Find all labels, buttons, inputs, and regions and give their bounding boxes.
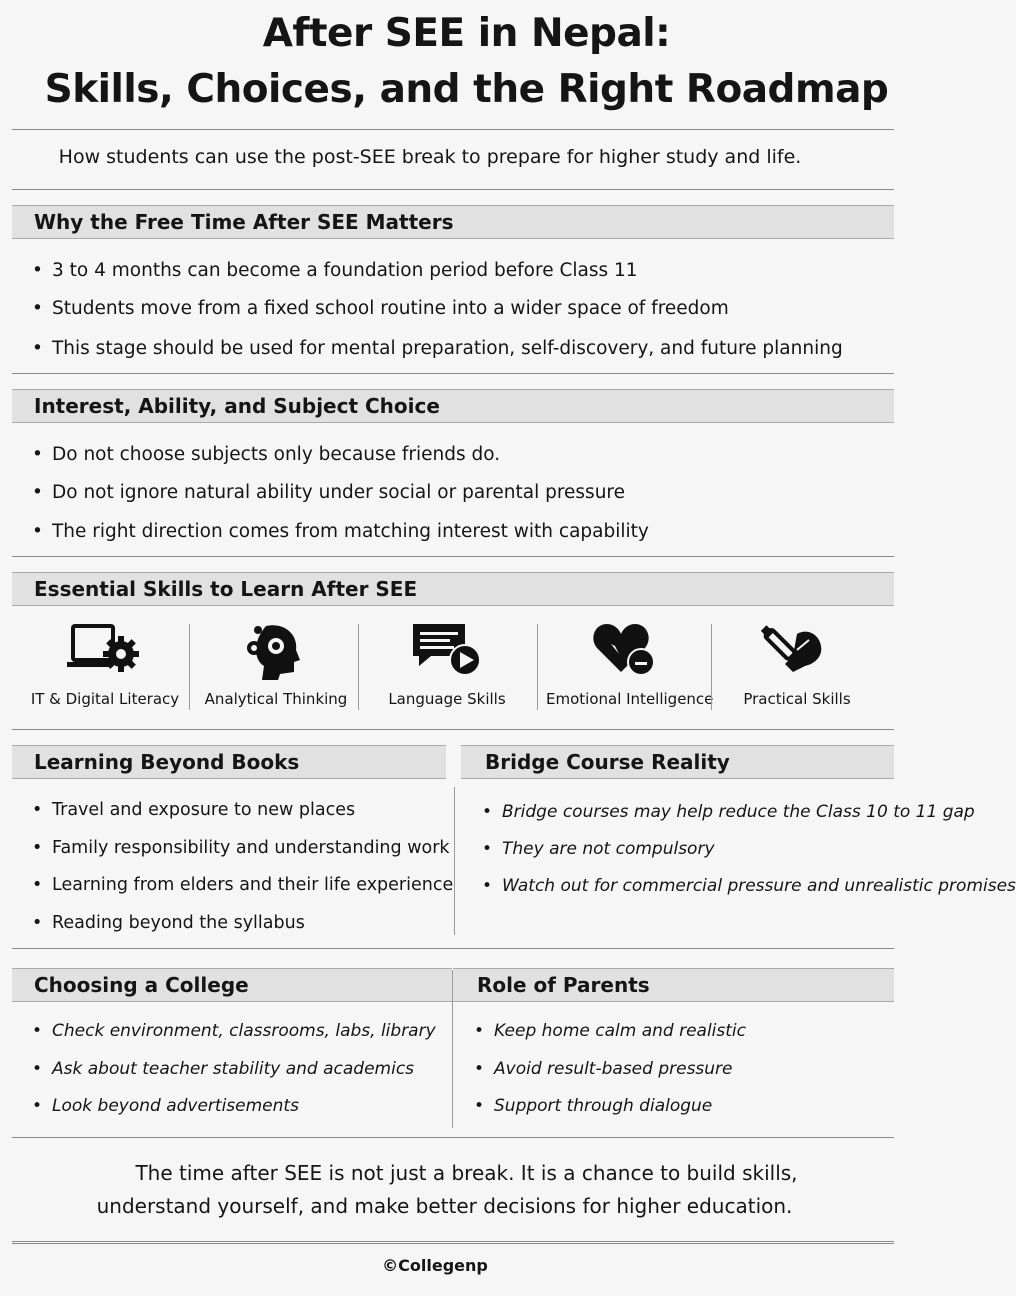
skill-practical-skills [722, 620, 872, 720]
heart-hands-icon [587, 620, 667, 680]
list-item: • Do not ignore natural ability under social or parental pressure [52, 481, 625, 505]
footer-copyright: ©Collegenp [382, 1256, 488, 1275]
list-item: • Watch out for commercial pressure and unrealistic promises [502, 874, 1016, 898]
closing-line-2: understand yourself, and make better decisions for higher education. [96, 1194, 793, 1218]
closing-line-1: The time after SEE is not just a break. It is a chance to build skills, [135, 1161, 798, 1185]
divider [12, 1241, 894, 1244]
skill-analytical-thinking [200, 620, 352, 720]
divider [12, 129, 894, 130]
skill-language-skills [370, 620, 524, 720]
list-item: • 3 to 4 months can become a foundation period before Class 11 [52, 259, 638, 283]
section-heading-skills: Essential Skills to Learn After SEE [12, 572, 894, 606]
list-item: • Avoid result-based pressure [494, 1057, 733, 1081]
list-item: • Check environment, classrooms, labs, library [52, 1019, 436, 1043]
list-item: • Learning from elders and their life experience [52, 873, 453, 897]
skill-label: IT & Digital Literacy [30, 690, 180, 708]
tools-hand-icon [757, 620, 837, 680]
divider [454, 787, 455, 935]
subtitle: How students can use the post-SEE break to prepare for higher study and life. [58, 146, 802, 168]
list-item: • Students move from a fixed school routine into a wider space of freedom [52, 297, 729, 321]
section-heading-free-time: Why the Free Time After SEE Matters [12, 205, 894, 239]
section-heading-college: Choosing a College [12, 968, 452, 1002]
section-heading-parents: Role of Parents [453, 968, 894, 1002]
divider [189, 624, 190, 710]
laptop-gear-icon [65, 620, 145, 680]
list-item: • Family responsibility and understanding work [52, 836, 450, 860]
page-title-line-2: Skills, Choices, and the Right Roadmap [44, 67, 889, 112]
divider [12, 556, 894, 557]
list-item: • Look beyond advertisements [52, 1094, 299, 1118]
list-item: • Do not choose subjects only because friends do. [52, 443, 500, 467]
divider [12, 729, 894, 730]
divider [358, 624, 359, 710]
list-item: • Keep home calm and realistic [494, 1019, 746, 1043]
divider [711, 624, 712, 710]
skill-label: Analytical Thinking [204, 690, 348, 708]
list-item: • The right direction comes from matching interest with capability [52, 520, 649, 544]
skill-it-digital-literacy [30, 620, 180, 720]
list-item: • Support through dialogue [494, 1094, 712, 1118]
divider [12, 189, 894, 190]
list-item: • Ask about teacher stability and academics [52, 1057, 414, 1081]
list-item: • They are not compulsory [502, 837, 715, 861]
skill-label: Practical Skills [743, 690, 851, 708]
skill-label: Emotional Intelligence [546, 690, 714, 708]
divider [537, 624, 538, 710]
head-gears-icon [236, 620, 316, 680]
list-item: • This stage should be used for mental preparation, self-discovery, and future planning [52, 337, 843, 361]
skill-label: Language Skills [388, 690, 506, 708]
list-item: • Bridge courses may help reduce the Class 10 to 11 gap [502, 800, 975, 824]
divider [12, 373, 894, 374]
skill-emotional-intelligence [546, 620, 714, 720]
section-heading-bridge-course: Bridge Course Reality [461, 745, 894, 779]
divider [12, 1137, 894, 1138]
page-title-line-1: After SEE in Nepal: [262, 11, 671, 56]
list-item: • Travel and exposure to new places [52, 798, 355, 822]
section-heading-beyond-books: Learning Beyond Books [12, 745, 446, 779]
divider [12, 948, 894, 949]
speech-play-icon [407, 620, 487, 680]
section-heading-subject-choice: Interest, Ability, and Subject Choice [12, 389, 894, 423]
list-item: • Reading beyond the syllabus [52, 911, 305, 935]
